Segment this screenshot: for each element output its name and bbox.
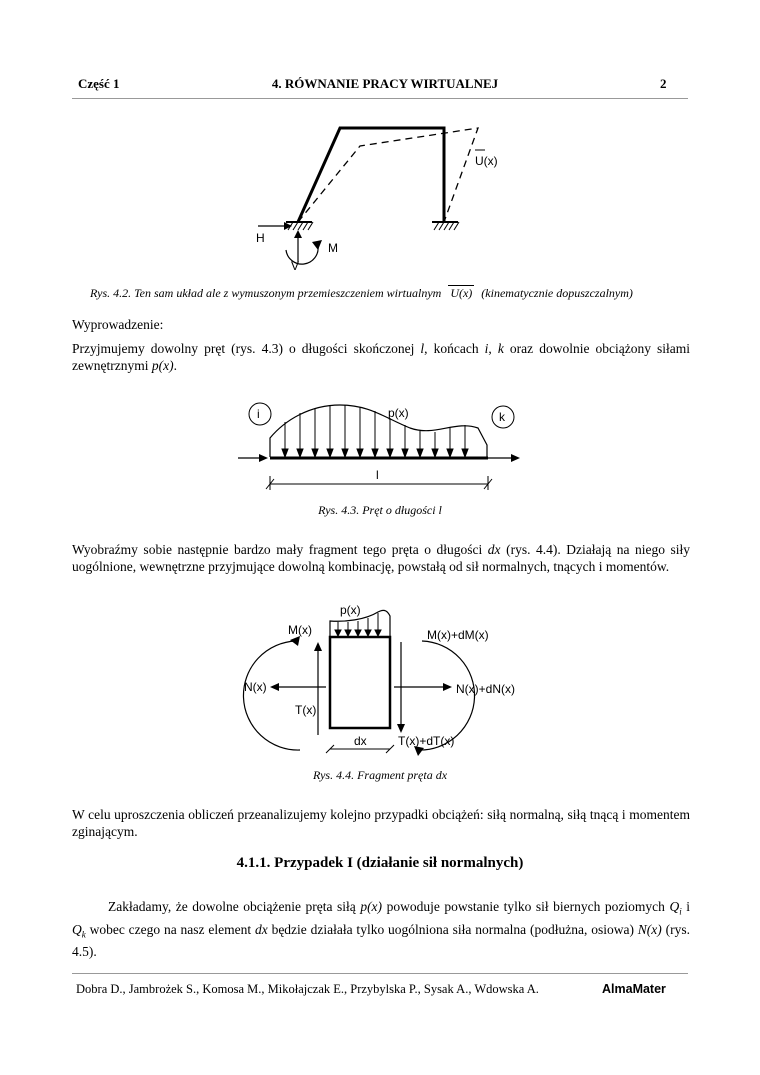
frame-original (298, 128, 444, 222)
label-V: V (291, 259, 300, 273)
p5-symbol-Qi-sub: i (679, 906, 682, 917)
label-dx: dx (354, 734, 367, 748)
p2-text-1: Przyjmujemy dowolny pręt (rys. 4.3) o długości skończonej (72, 341, 415, 356)
axial-arrowhead-right (511, 454, 520, 462)
label-T-right: T(x)+dT(x) (398, 734, 455, 748)
p5-symbol-px: p(x) (360, 899, 383, 914)
header-part: Część 1 (78, 76, 120, 91)
p2-symbol-k: k (497, 341, 504, 356)
moment-left-arrowhead (290, 636, 300, 646)
p5-text-1: Zakładamy, że dowolne obciążenie pręta siłą (108, 899, 356, 914)
footer-rule (72, 973, 688, 974)
paragraph-derivation: Wyprowadzenie: (72, 317, 164, 332)
p5-symbol-Qk-base: Q (72, 921, 82, 937)
p2-text-2: , końcach (424, 341, 479, 356)
p2-symbol-px: p(x) (151, 358, 174, 373)
p2-symbol-l: l (420, 341, 425, 356)
normal-left-arrowhead (270, 683, 279, 691)
paragraph-bar-definition (72, 340, 690, 374)
frame-displaced (298, 128, 478, 222)
moment-left-arc (243, 641, 300, 750)
p2-text-3: , (488, 341, 492, 356)
label-N-left: N(x) (244, 680, 267, 694)
p5-symbol-Nx: N(x) (637, 921, 662, 937)
page-number: 2 (660, 76, 667, 91)
p3-text-2: (rys. 4.4). Działają na niego siły uogólnione, wewnętrzne przyjmujące dowolną kombinację, powstałą od sił normalnych, tnących i momentów. (72, 542, 691, 574)
right-fixed-support (432, 222, 459, 230)
label-H: H (256, 231, 265, 245)
p5-text-5: będzie działała tylko uogólniona siła normalna (podłużna, osiowa) (271, 921, 634, 937)
p5-text-2: powoduje powstanie tylko sił biernych poziomych (386, 899, 665, 914)
figure-4-3 (0, 380, 760, 510)
p2-text-4: oraz dowolnie obciążony siłami zewnętrznymi (72, 341, 691, 373)
section-heading: 4.1.1. Przypadek I (działanie sił normalnych) (236, 855, 524, 871)
shear-right-arrowhead (397, 724, 405, 733)
p5-text-4: wobec czego na nasz element (89, 921, 252, 937)
paragraph-simplification: W celu uproszczenia obliczeń przeanalizujemy kolejno przypadki obciążeń: siłą normalną, siłą tnącą i momentem zginającym. (72, 807, 690, 839)
label-node-k: k (499, 410, 505, 424)
p5-text-6: (rys. 4.5). (72, 921, 691, 960)
p5-text-3: i (686, 899, 691, 914)
footer-authors: Dobra D., Jambrożek S., Komosa M., Mikołajczak E., Przybylska P., Sysak A., Wdowska A. (76, 982, 539, 996)
element-dx-rect (330, 637, 390, 728)
p5-symbol-Qk (72, 921, 86, 940)
p5-symbol-Qi (669, 899, 682, 917)
p5-symbol-Qi-base: Q (669, 899, 680, 914)
node-i-circle (249, 403, 271, 425)
shear-left-arrowhead (314, 642, 322, 651)
figure-4-2 (0, 0, 760, 300)
label-M: M (328, 241, 338, 255)
caption-4-2 (90, 286, 633, 301)
normal-right-arrowhead (443, 683, 452, 691)
label-T-left: T(x) (295, 703, 317, 717)
label-M-right: M(x)+dM(x) (427, 628, 489, 642)
reaction-V-arrowhead (294, 230, 302, 238)
figure-4-4 (0, 595, 760, 765)
caption-4-4: Rys. 4.4. Fragment pręta dx (312, 768, 448, 782)
paragraph-fragment (72, 541, 690, 575)
caption-4-2-main: Rys. 4.2. Ten sam układ ale z wymuszonym przemieszczeniem wirtualnym (90, 286, 442, 300)
p3-text-1: Wyobraźmy sobie następnie bardzo mały fragment tego pręta o długości (72, 542, 483, 557)
p3-symbol-dx: dx (487, 542, 501, 557)
p2-symbol-i: i (484, 341, 489, 356)
label-U: U(x) (475, 154, 498, 168)
label-N-right: N(x)+dN(x) (456, 682, 515, 696)
paragraph-case-one (72, 898, 690, 960)
label-node-i: i (257, 407, 260, 421)
caption-4-3: Rys. 4.3. Pręt o długości l (318, 503, 442, 517)
label-load-px: p(x) (388, 406, 409, 420)
label-length-l: l (376, 468, 379, 482)
p5-symbol-dx: dx (254, 921, 268, 937)
footer-brand: AlmaMater (602, 982, 666, 996)
load-arrows (282, 405, 468, 457)
label-M-left: M(x) (288, 623, 312, 637)
caption-4-2-end: (kinematycznie dopuszczalnym) (481, 286, 633, 300)
header-chapter: 4. RÓWNANIE PRACY WIRTUALNEJ (271, 76, 499, 91)
p5-symbol-Qk-sub: k (81, 929, 86, 940)
axial-arrowhead-left (259, 454, 268, 462)
reaction-M-arrowhead (312, 240, 322, 250)
reaction-H-arrowhead (284, 222, 292, 230)
p2-text-5: . (173, 358, 177, 373)
label-element-load: p(x) (340, 603, 361, 617)
caption-4-2-symbol: U(x) (450, 286, 473, 300)
